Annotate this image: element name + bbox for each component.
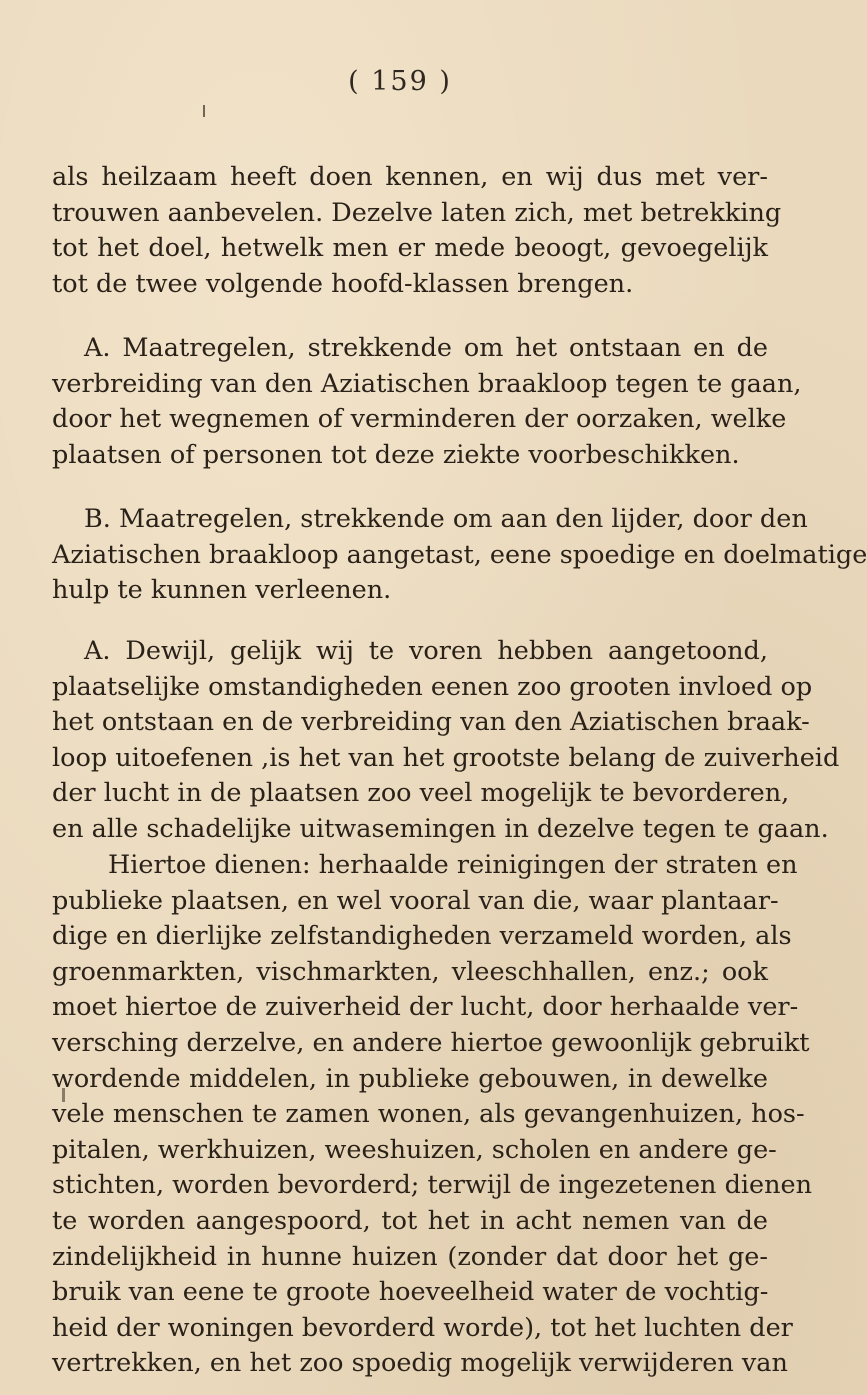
paragraph-2 (52, 331, 802, 473)
paragraph-4 (52, 634, 840, 848)
text-line: versching derzelve, en andere hiertoe gewoonlijk gebruikt (52, 1027, 810, 1058)
text-line: Hiertoe dienen: herhaalde reinigingen der straten en (108, 850, 798, 880)
text-line: te worden aangespoord, tot het in acht nemen van de (52, 1205, 768, 1236)
text-line: dige en dierlijke zelfstandigheden verzameld worden, als (52, 921, 792, 952)
text-line: tot de twee volgende hoofd-klassen brengen. (52, 268, 634, 299)
text-line: groenmarkten, vischmarkten, vleeschhallen, enz.; ook (52, 956, 768, 987)
text-line: verbreiding van den Aziatischen braakloop tegen te gaan, (52, 368, 802, 399)
text-line: trouwen aanbevelen. Dezelve laten zich, met betrekking (52, 197, 782, 228)
text-line: zindelijkheid in hunne huizen (zonder dat door het ge- (52, 1241, 768, 1272)
text-line: plaatselijke omstandigheden eenen zoo grooten invloed op (52, 671, 813, 702)
paragraph-1 (52, 160, 782, 302)
text-line: tot het doel, hetwelk men er mede beoogt, gevoegelijk (52, 233, 768, 264)
text-line: plaatsen of personen tot deze ziekte voorbeschikken. (52, 439, 740, 470)
text-line: der lucht in de plaatsen zoo veel mogelijk te bevorderen, (52, 778, 790, 809)
paragraph-5 (52, 848, 813, 1382)
text-line: als heilzaam heeft doen kennen, en wij dus met ver- (52, 162, 768, 192)
text-line: stichten, worden bevorderd; terwijl de ingezetenen dienen (52, 1170, 813, 1201)
text-line: B. Maatregelen, strekkende om aan den lijder, door den (84, 504, 808, 534)
text-line: heid der woningen bevorderd worde), tot het luchten der (52, 1312, 793, 1343)
text-line: het ontstaan en de verbreiding van den Aziatischen braak- (52, 707, 810, 738)
text-line: loop uitoefenen ,is het van het grootste belang de zuiverheid (52, 742, 840, 773)
text-line: door het wegnemen of verminderen der oorzaken, welke (52, 404, 787, 435)
text-line: publieke plaatsen, en wel vooral van die, waar plantaar- (52, 885, 779, 916)
text-line: moet hiertoe de zuiverheid der lucht, door herhaalde ver- (52, 992, 799, 1023)
page-number: ( 159 ) (348, 66, 452, 97)
text-line: pitalen, werkhuizen, weeshuizen, scholen en andere ge- (52, 1134, 777, 1165)
text-line: en alle schadelijke uitwasemingen in dezelve tegen te gaan. (52, 813, 829, 844)
text-line: A. Dewijl, gelijk wij te voren hebben aangetoond, (84, 636, 768, 666)
text-line: A. Maatregelen, strekkende om het ontstaan en de (84, 333, 768, 363)
paragraph-3 (52, 502, 867, 609)
text-line: vele menschen te zamen wonen, als gevangenhuizen, hos- (52, 1099, 805, 1130)
ink-speck (203, 105, 205, 117)
text-line: Aziatischen braakloop aangetast, eene spoedige en doelmatige (52, 539, 867, 570)
text-line: hulp te kunnen verleenen. (52, 575, 392, 606)
text-line: wordende middelen, in publieke gebouwen, in dewelke (52, 1063, 768, 1094)
text-line: vertrekken, en het zoo spoedig mogelijk verwijderen van (52, 1348, 788, 1379)
text-line: bruik van eene te groote hoeveelheid water de vochtig- (52, 1277, 769, 1308)
